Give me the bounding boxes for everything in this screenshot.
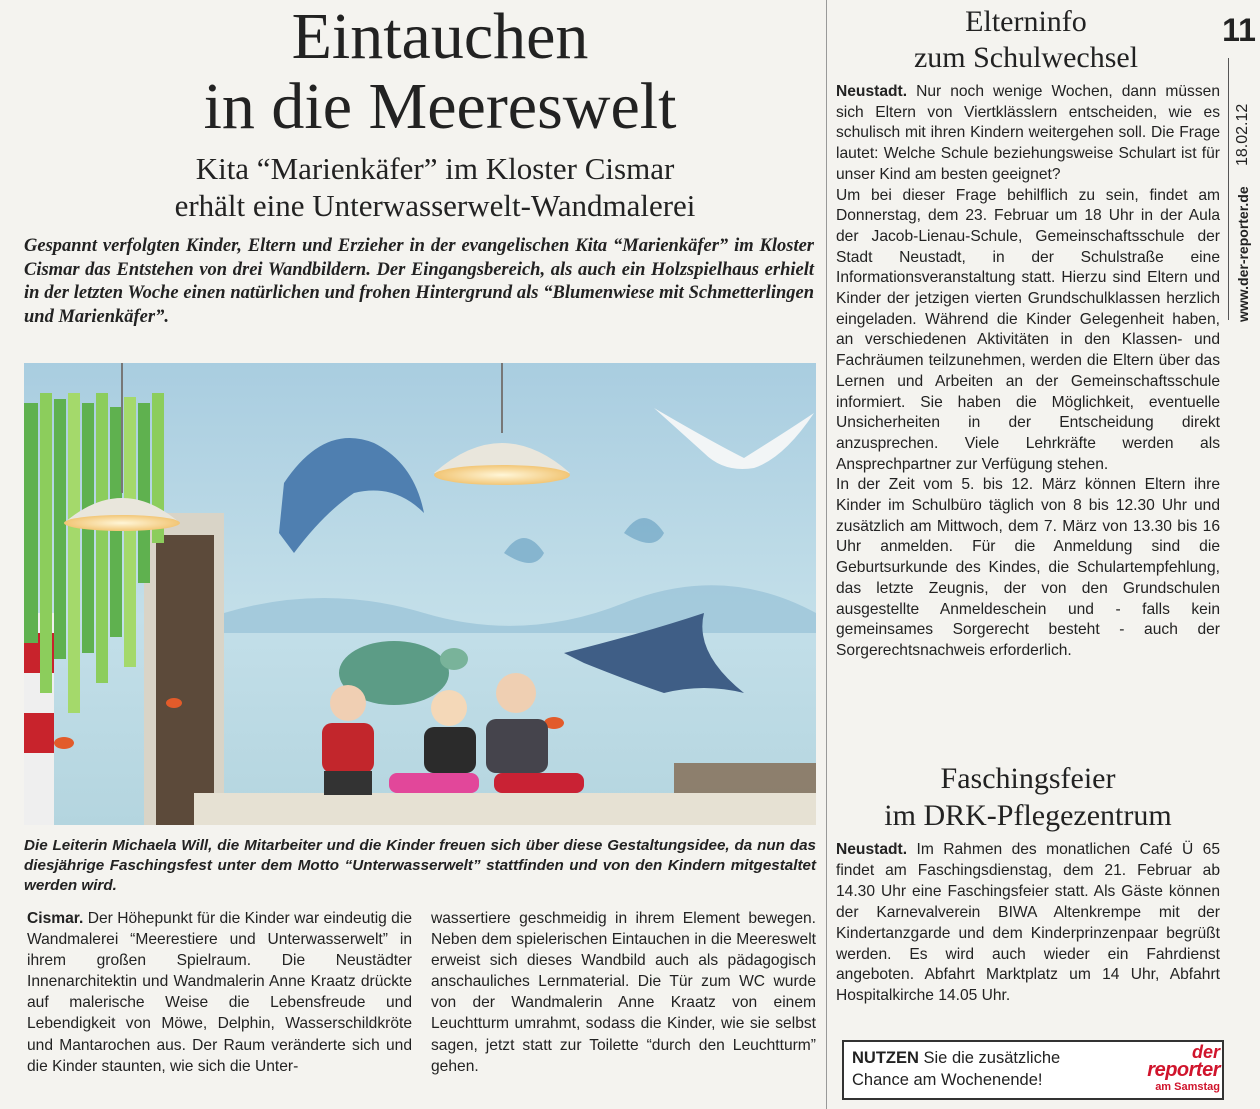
elterninfo-headline-line-1: Elterninfo <box>965 5 1087 38</box>
sidebar-rule <box>1228 58 1229 320</box>
page-number: 11 <box>1222 12 1256 48</box>
dateline-neustadt-fasching: Neustadt. <box>836 841 908 858</box>
logo-reporter: reporter <box>1147 1059 1220 1081</box>
advertisement-box[interactable] <box>842 1040 1224 1100</box>
issue-date: 18.02.12 <box>1234 103 1251 166</box>
article-photo <box>24 363 816 825</box>
subheadline-line-1: Kita “Marienkäfer” im Kloster Cismar <box>195 151 675 186</box>
ad-bold-word: NUTZEN <box>852 1049 919 1067</box>
door-opening <box>156 535 214 825</box>
fasching-headline-line-2: im DRK-Pflegezentrum <box>884 799 1172 832</box>
headline-line-1: Eintauchen <box>291 0 589 73</box>
elterninfo-body <box>836 82 1220 662</box>
elterninfo-paragraph-1 <box>836 82 1220 186</box>
mural-photo-illustration <box>24 363 816 825</box>
ad-line-1 <box>852 1047 1112 1069</box>
fasching-text: Im Rahmen des monatlichen Café Ü 65 findet am Faschingsdienstag, dem 21. Februar ab 14.30 Uhr eine Faschingsfeier statt. Als Gäste können der Karnevalverein BIWA Altenkrempe mit der Kindertanzgarde und dem Kinderprinzenpaar begrüßt werden. Es wird auch wieder ein Fahrdienst angeboten. Abfahrt Marktplatz um 14 Uhr, Abfahrt Hospitalkirche 14.05 Uhr. <box>836 841 1220 1005</box>
subheadline-line-2: erhält eine Unterwasserwelt-Wandmalerei <box>174 188 696 223</box>
elterninfo-paragraph-3: In der Zeit vom 5. bis 12. März können Eltern ihre Kinder im Schulbüro täglich von 8 bis 12.30 Uhr und zusätzlich am Mittwoch, dem 7. März von 13.30 bis 16 Uhr anmelden. Für die Anmeldung sind die Geburtsurkunde des Kindes, die Schulartempfehlung, das letzte Zeugnis, der von den Grundschulen ausgestellte Anmeldeschein und - falls kein gemeinsames Sorgerecht besteht - auch der Sorgerechtsnachweis erforderlich. <box>836 476 1220 659</box>
body-column-left <box>27 908 412 1077</box>
lead-paragraph: Gespannt verfolgten Kinder, Eltern und Erzieher in der evangelischen Kita “Marienkäfer” im Kloster Cismar das Entstehen von drei Wandbildern. Der Eingangsbereich, als auch ein Holzspielhaus erhielt in der letzten Woche einen natürlichen und frohen Hintergrund als “Blumenwiese mit Schmetterlingen und Marienkäfer”. <box>24 236 814 327</box>
elterninfo-paragraph-2: Um bei dieser Frage behilflich zu sein, findet am Donnerstag, dem 23. Februar um 18 Uhr in der Aula der Jacob-Lienau-Schule, Gemeinschaftsschule der Stadt Neustadt, in der Schulstraße eine Informationsveranstaltung statt. Hierzu sind Eltern und Kinder der jetzigen vierten Grundschulklassen herzlich eingeladen. Während die Kinder Gelegenheit haben, an verschiedenen Aktivitäten in den Klassen- und Fachräumen teilzunehmen, werden die Eltern über das Lernen und Arbeiten an der Gemeinschaftsschule informiert. Sie haben die Möglichkeit, eventuelle Unsicherheiten in der Entscheidung direkt anzusprechen. Viele Lehrkräfte werden als Ansprechpartner zur Verfügung stehen. <box>836 186 1220 473</box>
column-divider <box>826 0 827 1109</box>
reporter-logo <box>1122 1044 1220 1098</box>
publisher-url[interactable]: www.der-reporter.de <box>1235 186 1251 322</box>
bench <box>194 793 816 825</box>
body-text-left: Der Höhepunkt für die Kinder war eindeutig die Wandmalerei “Meerestiere und Unterwasserwelt” in ihrem großen Spielraum. Die Neustädter Innenarchitektin und Wandmalerin Anne Kraatz drückte auf malerische Weise die Lebensfreude und Lebendigkeit von Möwe, Delphin, Wasserschildkröte und Mantarochen aus. Der Raum veränderte sich und die Kinder staunten, wie sich die Unter- <box>27 910 412 1075</box>
fasching-headline-line-1: Faschingsfeier <box>940 762 1116 795</box>
headline <box>70 2 810 142</box>
subheadline <box>40 150 830 224</box>
ad-text-1: Sie die zusätzliche <box>923 1049 1061 1067</box>
ad-text <box>852 1047 1112 1091</box>
body-column-middle <box>431 908 816 1077</box>
dateline-neustadt: Neustadt. <box>836 83 908 100</box>
ad-line-2: Chance am Wochenende! <box>852 1071 1043 1089</box>
elterninfo-headline-line-2: zum Schulwechsel <box>913 41 1139 74</box>
photo-caption: Die Leiterin Michaela Will, die Mitarbeiter und die Kinder freuen sich über diese Gestaltungsidee, da nun das diesjährige Faschingsfest unter dem Motto “Unterwasserwelt” stattfinden und von den Kindern mitgestaltet werden wird. <box>24 837 816 894</box>
body-text-middle: wassertiere geschmeidig in ihrem Element bewegen. Neben dem spielerischen Eintauchen in die Meereswelt erweist sich dieses Wandbild auch als pädagogisch anschauliches Lernmaterial. Die Tür zum WC wurde von der Wandmalerin Anne Kraatz von einem Leuchtturm umrahmt, sodass die Kinder, wie sie selbst sagen, jetzt statt zur Toilette “durch den Leuchtturm” gehen. <box>431 910 816 1075</box>
elterninfo-headline <box>836 4 1216 76</box>
logo-der: der <box>1191 1042 1220 1062</box>
elterninfo-text-1: Nur noch wenige Wochen, dann müssen sich Eltern von Viertklässlern entscheiden, wie es schulisch mit ihren Kindern weitergehen soll. Die Frage lautet: Welche Schule beziehungsweise Schulart ist für unser Kind am besten geeignet? <box>836 83 1220 183</box>
fasching-headline <box>836 760 1220 834</box>
fasching-body <box>836 840 1220 1007</box>
dateline-cismar: Cismar. <box>27 910 84 927</box>
logo-am-samstag: am Samstag <box>1155 1081 1220 1093</box>
headline-line-2: in die Meereswelt <box>203 70 677 143</box>
